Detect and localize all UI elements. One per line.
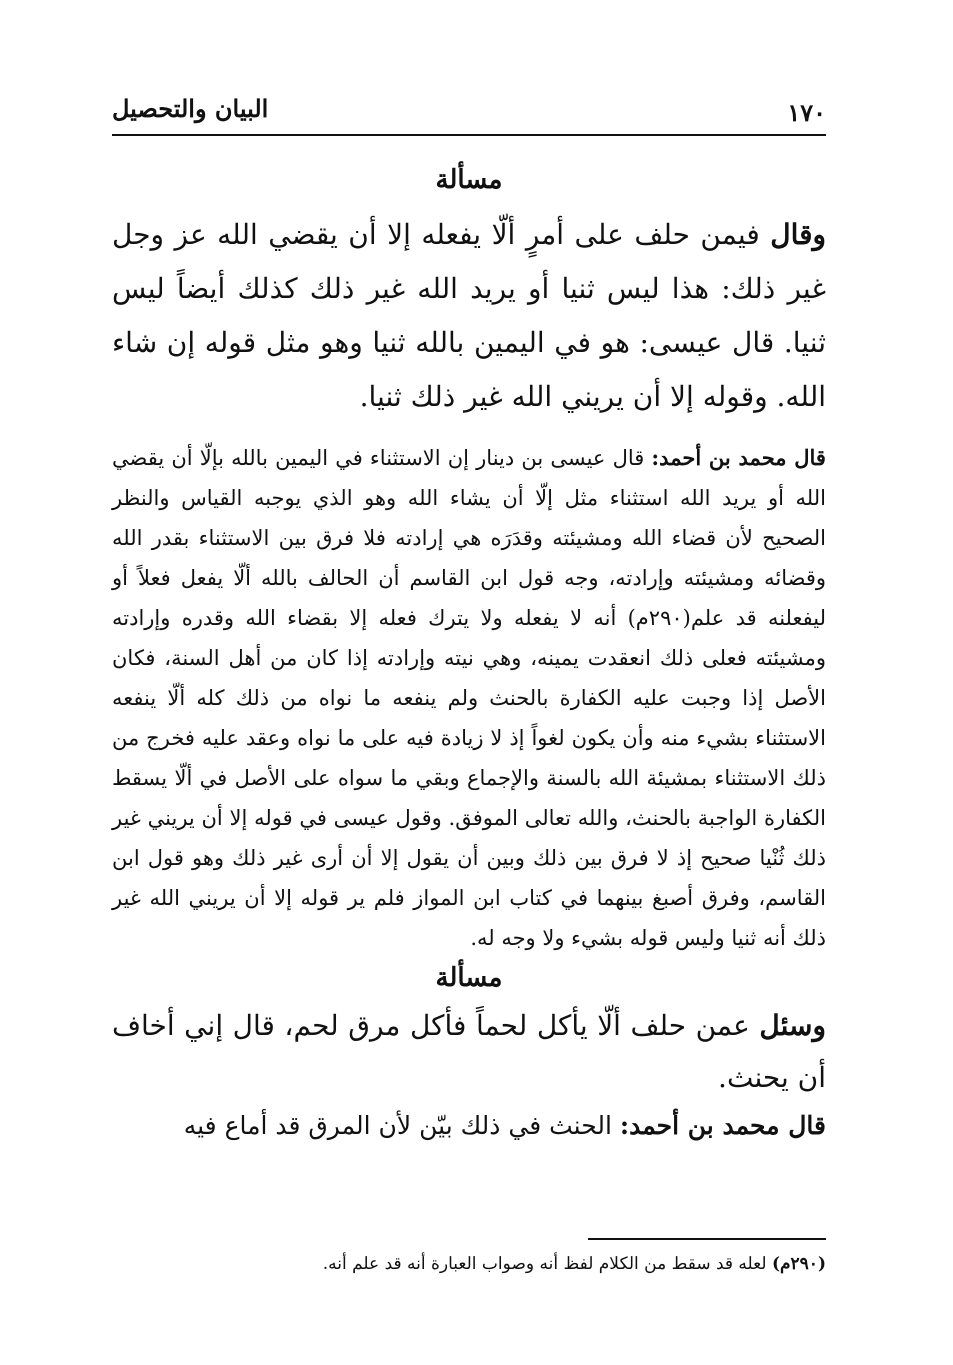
running-header — [112, 92, 826, 132]
question-paragraph-2 — [112, 1000, 826, 1104]
answer-paragraph — [112, 438, 826, 958]
section-title-2: مسألة — [435, 963, 503, 993]
question-lead-2: وسئل — [759, 1009, 827, 1042]
footnote — [112, 1250, 826, 1278]
page-body — [112, 160, 826, 1148]
question-text-2: عمن حلف ألّا يأكل لحماً فأكل مرق لحم، قال إني أخاف أن يحنث. — [112, 1009, 826, 1094]
section-title: مسألة — [435, 165, 503, 195]
question-lead: وقال — [770, 218, 826, 251]
header-divider — [112, 134, 826, 136]
book-title: البيان والتحصيل — [112, 94, 269, 123]
question-paragraph — [112, 208, 826, 424]
page-number: ١٧٠ — [787, 98, 826, 127]
footnote-divider — [588, 1238, 826, 1240]
footnote-marker: (٢٩٠م) — [771, 1254, 826, 1274]
answer-paragraph-2 — [112, 1104, 826, 1148]
answer-text: قال عيسى بن دينار إن الاستثناء في اليمين بالله بإلّا أن يقضي الله أو يريد الله استثناء مثل إلّا أن يشاء الله وهو الذي يوجبه القياس والنظر الصحيح لأن قضاء الله ومشيئته وقدَرَه هي إرادته فلا فرق بين الاستثناء بقدر الله وقضائه ومشيئته وإرادته، وجه قول ابن القاسم أن الحالف بالله ألّا يفعل فعلاً أو ليفعلنه قد علم(٢٩٠م) أنه لا يفعله ولا يترك فعله إلا بقضاء الله وقدره وإرادته ومشيئته فعلى ذلك انعقدت يمينه، وهي نيته وإرادته إذا كان من أهل السنة، فكان الأصل إذا وجبت عليه الكفارة بالحنث ولم ينفعه ما نواه من ذلك كله ألّا ينفعه الاستثناء بشيء منه وأن يكون لغواً إذ لا زيادة فيه على ما نواه وعقد عليه فخرج من ذلك الاستثناء بمشيئة الله بالسنة والإجماع وبقي ما سواه على الأصل في ألّا يسقط الكفارة الواجبة بالحنث، والله تعالى الموفق. وقول عيسى في قوله إلا أن يريني غير ذلك ثُنْيا صحيح إذ لا فرق بين ذلك وبين أن يقول إلا أن أرى غير ذلك وهو قول ابن القاسم، وفرق أصبغ بينهما في كتاب ابن المواز فلم ير قوله إلا أن يريني الله غير ذلك أنه ثنيا وليس قوله بشيء ولا وجه له. — [112, 446, 826, 950]
answer-text-2: الحنث في ذلك بيّن لأن المرق قد أماع فيه — [183, 1111, 612, 1140]
answer-lead: قال محمد بن أحمد: — [651, 445, 826, 470]
footnote-text: لعله قد سقط من الكلام لفظ أنه وصواب العبارة أنه قد علم أنه. — [322, 1254, 767, 1274]
answer-lead-2: قال محمد بن أحمد: — [619, 1111, 826, 1140]
question-text: فيمن حلف على أمرٍ ألّا يفعله إلا أن يقضي الله عز وجل غير ذلك: هذا ليس ثنيا أو يريد الله غير ذلك كذلك أيضاً ليس ثنيا. قال عيسى: هو في اليمين بالله ثنيا وهو مثل قوله إن شاء الله. وقوله إلا أن يريني الله غير ذلك ثنيا. — [112, 218, 826, 413]
